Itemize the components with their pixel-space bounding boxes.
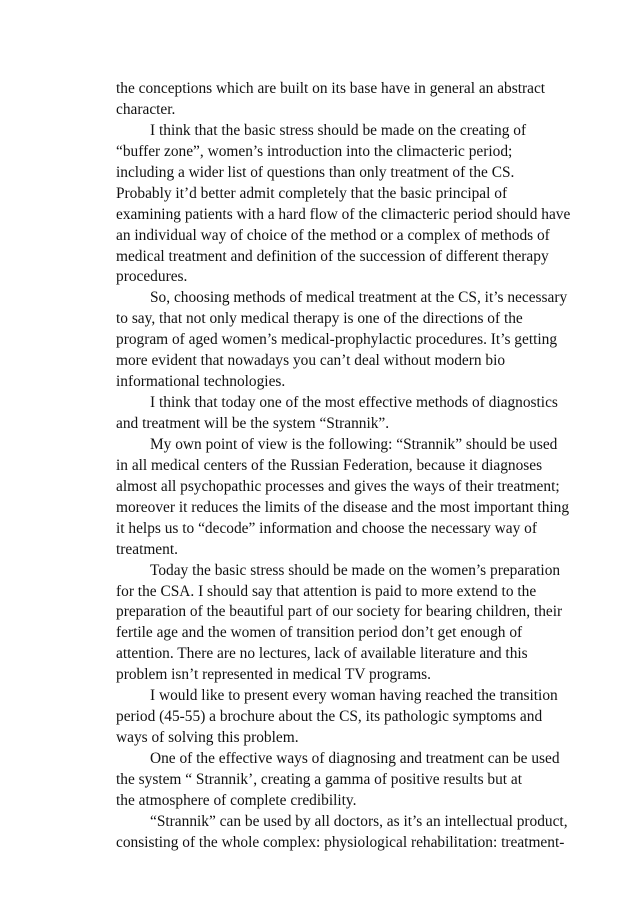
text-line: character.: [116, 100, 176, 118]
text-line: treatment.: [116, 540, 178, 558]
text-line: fertile age and the women of transition period don’t get enough of: [116, 624, 523, 642]
text-line: it helps us to “decode” information and choose the necessary way of: [116, 519, 537, 537]
document-body: [116, 79, 571, 854]
text-line: period (45-55) a brochure about the CS, its pathologic symptoms and: [116, 708, 543, 726]
text-line: the atmosphere of complete credibility.: [116, 791, 357, 809]
paragraph-first-line: I think that the basic stress should be made on the creating of: [150, 121, 527, 139]
text-line: an individual way of choice of the method or a complex of methods of: [116, 226, 550, 244]
text-line: procedures.: [116, 268, 188, 286]
text-line: program of aged women’s medical-prophylactic procedures. It’s getting: [116, 331, 558, 349]
text-line: “buffer zone”, women’s introduction into the climacteric period;: [116, 142, 513, 160]
paragraph-first-line: Today the basic stress should be made on the women’s preparation: [150, 561, 561, 579]
text-line: the conceptions which are built on its base have in general an abstract: [116, 80, 546, 97]
text-line: almost all psychopathic processes and gives the ways of their treatment;: [116, 477, 560, 495]
text-line: attention. There are no lectures, lack of available literature and this: [116, 645, 528, 663]
paragraph-first-line: So, choosing methods of medical treatment at the CS, it’s necessary: [150, 289, 568, 307]
text-line: Probably it’d better admit completely that the basic principal of: [116, 184, 508, 202]
text-line: ways of solving this problem.: [116, 729, 299, 747]
text-line: the system “ Strannik’, creating a gamma of positive results but at: [116, 770, 523, 788]
paragraph-first-line: My own point of view is the following: “Strannik” should be used: [150, 435, 558, 453]
paragraph-first-line: “Strannik” can be used by all doctors, as it’s an intellectual product,: [150, 812, 568, 830]
text-line: in all medical centers of the Russian Federation, because it diagnoses: [116, 456, 543, 474]
text-line: more evident that nowadays you can’t deal without modern bio: [116, 352, 506, 370]
text-line: preparation of the beautiful part of our society for bearing children, their: [116, 603, 563, 621]
text-line: for the CSA. I should say that attention is paid to more extend to the: [116, 582, 537, 600]
text-line: including a wider list of questions than only treatment of the CS.: [116, 163, 515, 181]
paragraph-first-line: I would like to present every woman having reached the transition: [150, 687, 558, 705]
text-line: examining patients with a hard flow of the climacteric period should have: [116, 205, 571, 223]
text-line: medical treatment and definition of the succession of different therapy: [116, 247, 549, 265]
text-line: consisting of the whole complex: physiological rehabilitation: treatment-: [116, 833, 565, 851]
paragraph-first-line: One of the effective ways of diagnosing and treatment can be used: [150, 750, 560, 767]
text-line: informational technologies.: [116, 373, 286, 391]
text-line: and treatment will be the system “Strannik”.: [116, 415, 390, 432]
text-line: problem isn’t represented in medical TV programs.: [116, 666, 432, 684]
paragraph-first-line: I think that today one of the most effective methods of diagnostics: [150, 394, 558, 412]
text-line: moreover it reduces the limits of the disease and the most important thing: [116, 498, 570, 516]
text-line: to say, that not only medical therapy is one of the directions of the: [116, 310, 523, 328]
